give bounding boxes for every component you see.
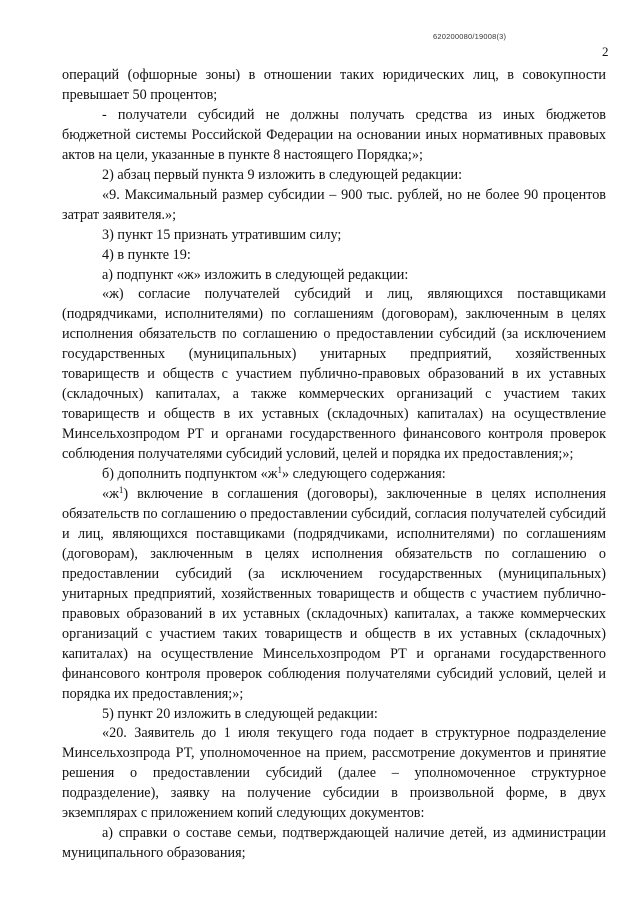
paragraph-amendment-2: 2) абзац первый пункта 9 изложить в следующей редакции: xyxy=(102,166,463,183)
paragraph-amendment-4: 4) в пункте 19: xyxy=(102,246,191,263)
document-body xyxy=(62,66,606,864)
document-registration-number: 620200080/19008(3) xyxy=(433,32,507,41)
paragraph-document-a: а) справки о составе семьи, подтверждающей наличие детей, из администрации муниципального образования; xyxy=(62,825,606,862)
text-segment: б) дополнить подпунктом «ж xyxy=(102,466,278,483)
paragraph-amendment-3: 3) пункт 15 признать утратившим силу; xyxy=(102,226,342,243)
paragraph-subitem-a: а) подпункт «ж» изложить в следующей редакции: xyxy=(102,266,409,283)
text-segment: «ж xyxy=(102,486,119,503)
superscript: 1 xyxy=(118,485,124,496)
paragraph-continuation: операций (офшорные зоны) в отношении таких юридических лиц, в совокупности превышает 50 процентов; xyxy=(62,67,606,103)
paragraph-point-20-text: «20. Заявитель до 1 июля текущего года подает в структурное подразделение Минсельхозпрода РТ, уполномоченное на прием, рассмотрение документов и принятие решения о предоставлении субсидий (далее – уполномоченное структурное подразделение), заявку на получение субсидии в произвольной форме, в двух экземплярах с приложением копий следующих документов: xyxy=(62,725,606,822)
paragraph-point-9-text: «9. Максимальный размер субсидии – 900 тыс. рублей, но не более 90 процентов затрат заявителя.»; xyxy=(62,186,606,223)
paragraph-subitem-zh1-text xyxy=(62,485,606,704)
paragraph-subitem-b xyxy=(62,465,606,485)
paragraph-amendment-5: 5) пункт 20 изложить в следующей редакции: xyxy=(102,705,378,722)
page-number: 2 xyxy=(602,44,609,59)
text-segment: ) включение в соглашения (договоры), заключенные в целях исполнения обязательств по соглашению о предоставлении субсидий, согласия получателей субсидий и лиц, являющихся поставщиками (подрядчиками, исполнителями) по соглашениям (договорам), заключенным в целях исполнения обязательств по соглашению о предоставлении субсидий (за исключением государственных (муниципальных) унитарных предприятий, хозяйственных товариществ и обществ с участием публично-правовых образований в их уставных (складочных) капиталах, а также коммерческих организаций с участием таких товариществ и обществ в их уставных (складочных) капиталах) на осуществление Минсельхозпродом РТ и органами государственного финансового контроля проверок соблюдения получателями субсидий условий, целей и порядка их предоставления;»; xyxy=(62,486,606,702)
superscript: 1 xyxy=(277,465,283,476)
paragraph-subitem-zh-text: «ж) согласие получателей субсидий и лиц, являющихся поставщиками (подрядчиками, исполнителями) по соглашениям (договорам), заключенным в целях исполнения обязательств по соглашению о предоставлении субсидий (за исключением государственных (муниципальных) унитарных предприятий, хозяйственных товариществ и обществ с участием публично-правовых образований в их уставных (складочных) капиталах, а также коммерческих организаций с участием таких товариществ и обществ в их уставных (складочных) капиталах) на осуществление Минсельхозпродом РТ и органами государственного финансового контроля проверок соблюдения получателями субсидий условий, целей и порядка их предоставления;»; xyxy=(62,286,606,463)
text-segment: » следующего содержания: xyxy=(282,466,446,483)
paragraph-budget-condition: - получатели субсидий не должны получать средства из иных бюджетов бюджетной системы Российской Федерации на основании иных нормативных правовых актов на цели, указанные в пункте 8 настоящего Порядка;»; xyxy=(62,106,606,163)
